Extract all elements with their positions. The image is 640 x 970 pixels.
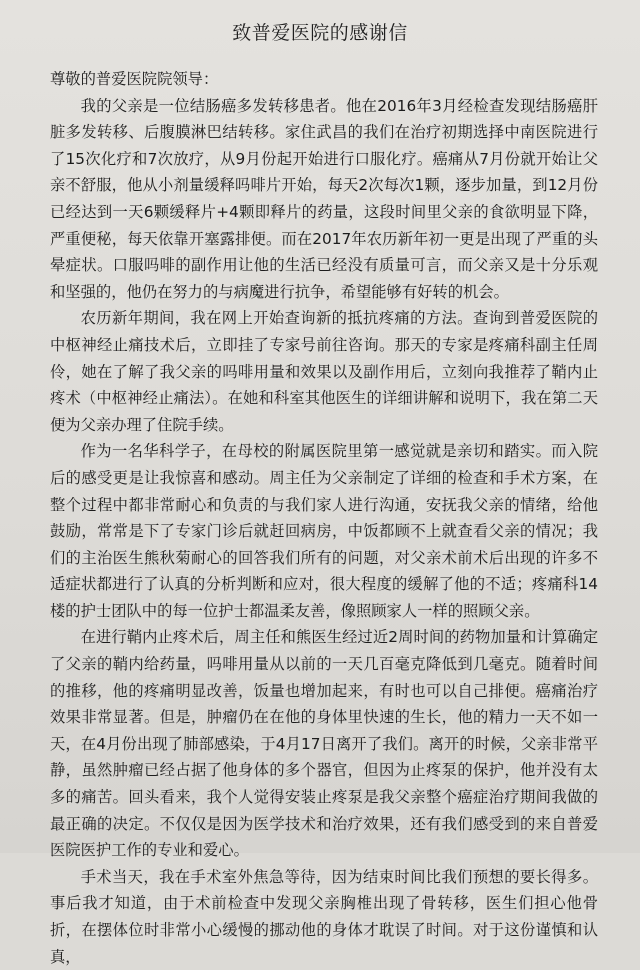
letter-body	[50, 66, 598, 970]
paragraph-5: 手术当天，我在手术室外焦急等待，因为结束时间比我们预想的要长得多。事后我才知道，由于术前检查中发现父亲胸椎出现了骨转移，医生们担心他骨折，在摆体位时非常小心缓慢的挪动他的身体才耽误了时间。对于这份谨慎和认真，	[50, 867, 598, 966]
paragraph-1: 我的父亲是一位结肠癌多发转移患者。他在2016年3月经检查发现结肠癌肝脏多发转移、后腹膜淋巴结转移。家住武昌的我们在治疗初期选择中南医院进行了15次化疗和7次放疗，从9月份起开始进行口服化疗。癌痛从7月份就开始让父亲不舒服，他从小剂量缓释吗啡片开始，每天2次每次1颗，逐步加量，到12月份已经达到一天6颗缓释片+4颗即释片的药量，这段时间里父亲的食欲明显下降，严重便秘，每天依靠开塞露排便。而在2017年农历新年初一更是出现了严重的头晕症状。口服吗啡的副作用让他的生活已经没有质量可言，而父亲又是十分乐观和坚强的，他仍在努力的与病魔进行抗争，希望能够有好转的机会。	[50, 96, 598, 301]
paragraph-2: 农历新年期间，我在网上开始查询新的抵抗疼痛的方法。查询到普爱医院的中枢神经止痛技术后，立即挂了专家号前往咨询。那天的专家是疼痛科副主任周伶，她在了解了我父亲的吗啡用量和效果以及副作用后，立刻向我推荐了鞘内止疼术（中枢神经止痛法）。在她和科室其他医生的详细讲解和说明下，我在第二天便为父亲办理了住院手续。	[50, 309, 598, 434]
paragraph-3: 作为一名华科学子，在母校的附属医院里第一感觉就是亲切和踏实。而入院后的感受更是让我惊喜和感动。周主任为父亲制定了详细的检查和手术方案，在整个过程中都非常耐心和负责的与我们家人进行沟通，安抚我父亲的情绪，给他鼓励，常常是下了专家门诊后就赶回病房，中饭都顾不上就查看父亲的情况；我们的主治医生熊秋菊耐心的回答我们所有的问题，对父亲术前术后出现的许多不适症状都进行了认真的分析判断和应对，很大程度的缓解了他的不适；疼痛科14楼的护士团队中的每一位护士都温柔友善，像照顾家人一样的照顾父亲。	[50, 442, 598, 620]
letter-title: 致普爱医院的感谢信	[232, 22, 408, 44]
salutation: 尊敬的普爱医院院领导：	[50, 70, 219, 88]
paragraph-4: 在进行鞘内止疼术后，周主任和熊医生经过近2周时间的药物加量和计算确定了父亲的鞘内给药量，吗啡用量从以前的一天几百毫克降低到几毫克。随着时间的推移，他的疼痛明显改善，饭量也增加起来，有时也可以自己排便。癌痛治疗效果非常显著。但是，肿瘤仍在在他的身体里快速的生长，他的精力一天不如一天，在4月份出现了肺部感染，于4月17日离开了我们。离开的时候，父亲非常平静，虽然肿瘤已经占据了他身体的多个器官，但因为止疼泵的保护，他并没有太多的痛苦。回头看来，我个人觉得安装止疼泵是我父亲整个癌症治疗期间我做的最正确的决定。不仅仅是因为医学技术和治疗效果，还有我们感受到的来自普爱医院医护工作的专业和爱心。	[50, 628, 598, 860]
